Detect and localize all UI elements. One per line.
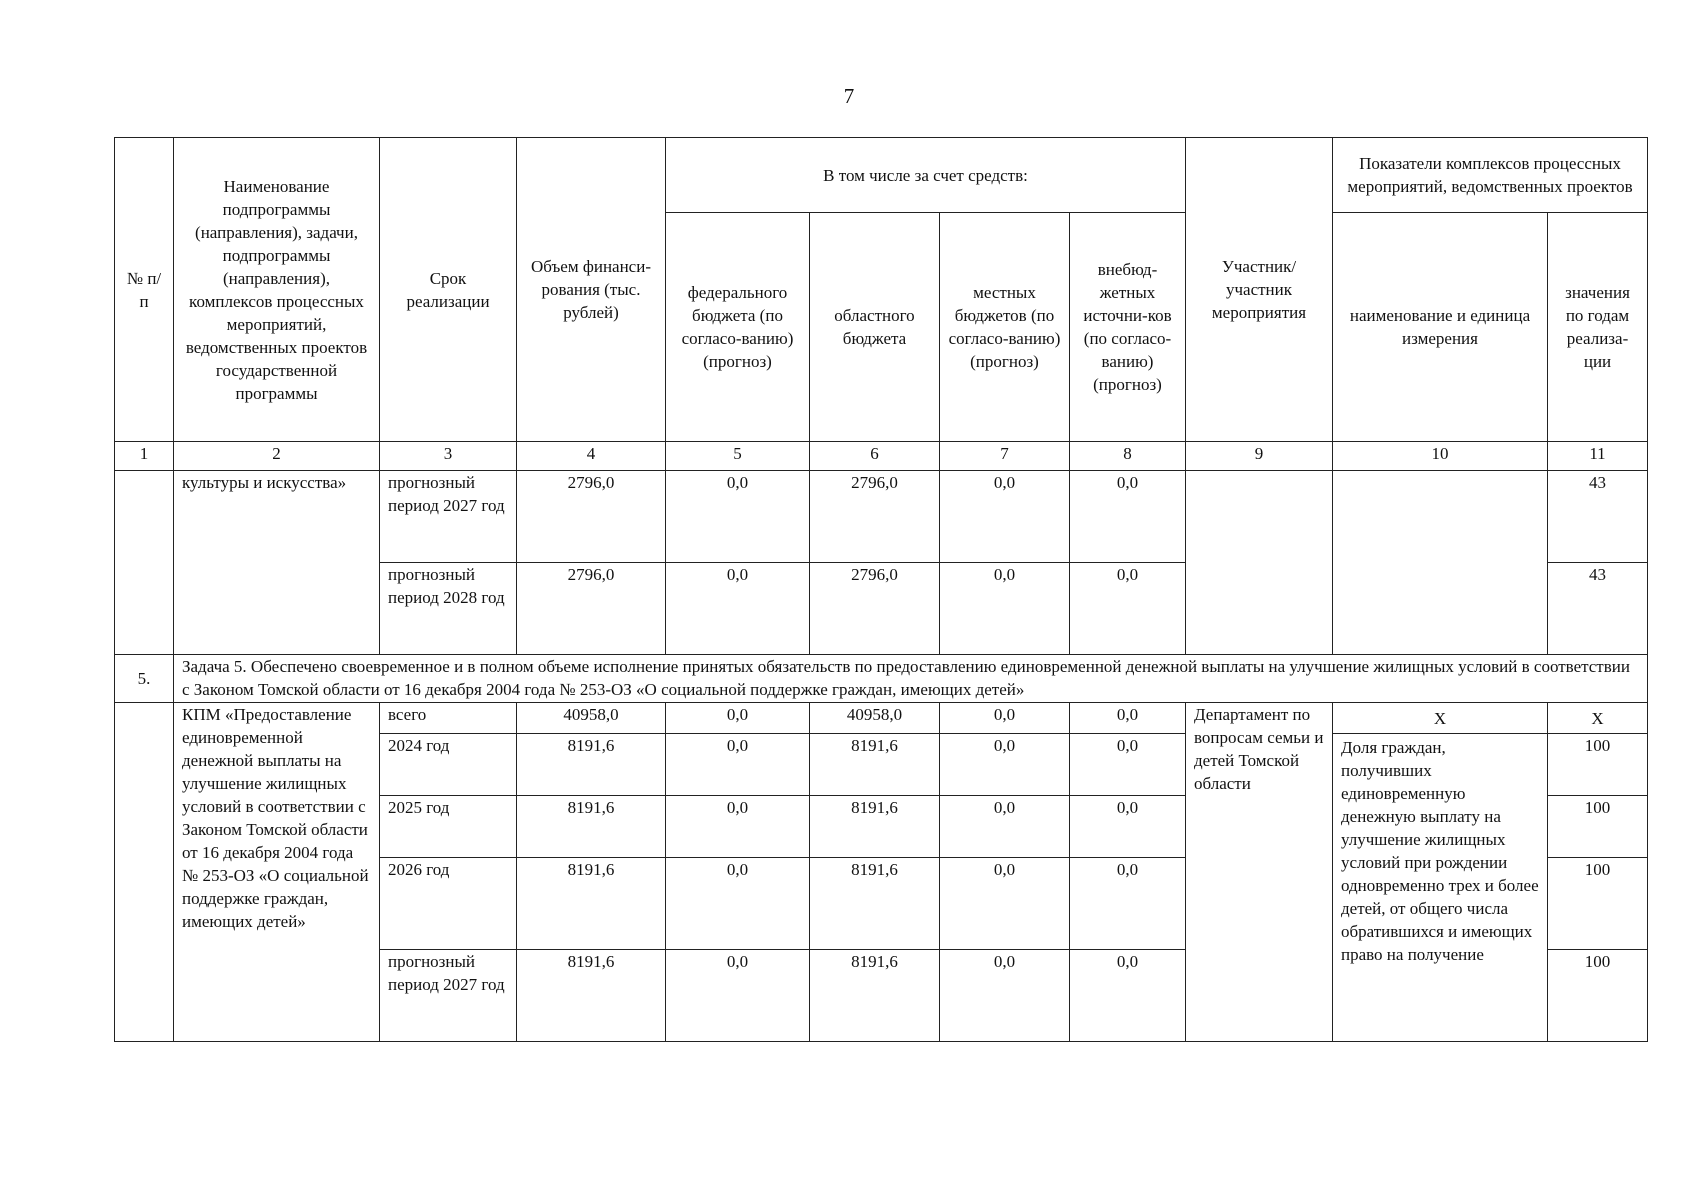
task-row	[115, 655, 1648, 703]
federal-cell: 0,0	[666, 734, 810, 796]
indicator-name-cell	[1333, 471, 1548, 655]
table-row	[115, 471, 1648, 563]
extra-cell: 0,0	[1070, 703, 1186, 734]
term-cell: всего	[380, 703, 517, 734]
column-number: 8	[1070, 442, 1186, 471]
volume-cell: 2796,0	[517, 563, 666, 655]
row-number-cell	[115, 471, 174, 655]
volume-cell: 40958,0	[517, 703, 666, 734]
regional-cell: 2796,0	[810, 563, 940, 655]
column-number: 7	[940, 442, 1070, 471]
extra-cell: 0,0	[1070, 796, 1186, 858]
local-cell: 0,0	[940, 563, 1070, 655]
header-indicator-values: значения по годам реализа-ции	[1548, 213, 1648, 442]
column-number: 9	[1186, 442, 1333, 471]
program-name-cell: КПМ «Предоставление единовременной денежной выплаты на улучшение жилищных условий в соответствии с Законом Томской области от 16 декабря 2004 года № 253-ОЗ «О социальной поддержке граждан, имеющих детей»	[174, 703, 380, 1042]
term-cell: прогнозный период 2028 год	[380, 563, 517, 655]
indicator-value-cell: 43	[1548, 563, 1648, 655]
participant-cell	[1186, 471, 1333, 655]
program-table	[114, 137, 1648, 1042]
header-name: Наименование подпрограммы (направления), задачи, подпрограммы (направления), комплексов процессных мероприятий, ведомственных проектов государственной программы	[174, 138, 380, 442]
regional-cell: 8191,6	[810, 950, 940, 1042]
header-indicator-name: наименование и единица измерения	[1333, 213, 1548, 442]
page-number: 7	[843, 84, 855, 108]
extra-cell: 0,0	[1070, 563, 1186, 655]
column-number: 6	[810, 442, 940, 471]
header-row-1	[115, 138, 1648, 213]
local-cell: 0,0	[940, 471, 1070, 563]
regional-cell: 40958,0	[810, 703, 940, 734]
regional-cell: 2796,0	[810, 471, 940, 563]
header-indicators-group: Показатели комплексов процессных мероприятий, ведомственных проектов	[1333, 138, 1648, 213]
row-number-cell	[115, 703, 174, 1042]
header-number: № п/п	[115, 138, 174, 442]
extra-cell: 0,0	[1070, 471, 1186, 563]
federal-cell: 0,0	[666, 471, 810, 563]
task-number: 5.	[115, 655, 174, 703]
header-term: Срок реализации	[380, 138, 517, 442]
term-cell: прогнозный период 2027 год	[380, 950, 517, 1042]
column-number: 11	[1548, 442, 1648, 471]
extra-cell: 0,0	[1070, 734, 1186, 796]
term-cell: 2024 год	[380, 734, 517, 796]
header-federal: федерального бюджета (по согласо-ванию) (прогноз)	[666, 213, 810, 442]
indicator-value-cell: 100	[1548, 858, 1648, 950]
column-number: 10	[1333, 442, 1548, 471]
regional-cell: 8191,6	[810, 796, 940, 858]
header-local: местных бюджетов (по согласо-ванию) (прогноз)	[940, 213, 1070, 442]
volume-cell: 8191,6	[517, 734, 666, 796]
column-number: 2	[174, 442, 380, 471]
local-cell: 0,0	[940, 796, 1070, 858]
column-number: 1	[115, 442, 174, 471]
indicator-value-cell: 100	[1548, 734, 1648, 796]
indicator-value-cell: Х	[1548, 703, 1648, 734]
federal-cell: 0,0	[666, 950, 810, 1042]
federal-cell: 0,0	[666, 563, 810, 655]
volume-cell: 8191,6	[517, 858, 666, 950]
regional-cell: 8191,6	[810, 734, 940, 796]
column-number: 5	[666, 442, 810, 471]
column-number-row	[115, 442, 1648, 471]
header-funding-group: В том числе за счет средств:	[666, 138, 1186, 213]
local-cell: 0,0	[940, 703, 1070, 734]
volume-cell: 8191,6	[517, 950, 666, 1042]
header-volume: Объем финанси-рования (тыс. рублей)	[517, 138, 666, 442]
federal-cell: 0,0	[666, 858, 810, 950]
indicator-value-cell: 100	[1548, 950, 1648, 1042]
indicator-value-cell: 43	[1548, 471, 1648, 563]
program-name-cell: культуры и искусства»	[174, 471, 380, 655]
table-row-total	[115, 703, 1648, 734]
extra-cell: 0,0	[1070, 950, 1186, 1042]
header-regional: областного бюджета	[810, 213, 940, 442]
header-participant: Участник/ участник мероприятия	[1186, 138, 1333, 442]
term-cell: 2026 год	[380, 858, 517, 950]
header-extra: внебюд-жетных источни-ков (по согласо-ванию) (прогноз)	[1070, 213, 1186, 442]
term-cell: 2025 год	[380, 796, 517, 858]
indicator-value-cell: 100	[1548, 796, 1648, 858]
federal-cell: 0,0	[666, 796, 810, 858]
term-cell: прогнозный период 2027 год	[380, 471, 517, 563]
indicator-name-cell: Доля граждан, получивших единовременную денежную выплату на улучшение жилищных условий при рождении одновременно трех и более детей, от общего числа обратившихся и имеющих право на получение	[1333, 734, 1548, 1042]
local-cell: 0,0	[940, 734, 1070, 796]
volume-cell: 2796,0	[517, 471, 666, 563]
participant-cell: Департамент по вопросам семьи и детей Томской области	[1186, 703, 1333, 1042]
federal-cell: 0,0	[666, 703, 810, 734]
local-cell: 0,0	[940, 858, 1070, 950]
local-cell: 0,0	[940, 950, 1070, 1042]
volume-cell: 8191,6	[517, 796, 666, 858]
column-number: 4	[517, 442, 666, 471]
indicator-name-cell: Х	[1333, 703, 1548, 734]
regional-cell: 8191,6	[810, 858, 940, 950]
extra-cell: 0,0	[1070, 858, 1186, 950]
task-text: Задача 5. Обеспечено своевременное и в полном объеме исполнение принятых обязательств по предоставлению единовременной денежной выплаты на улучшение жилищных условий в соответствии с Законом Томской области от 16 декабря 2004 года № 253-ОЗ «О социальной поддержке граждан, имеющих детей»	[174, 655, 1648, 703]
column-number: 3	[380, 442, 517, 471]
